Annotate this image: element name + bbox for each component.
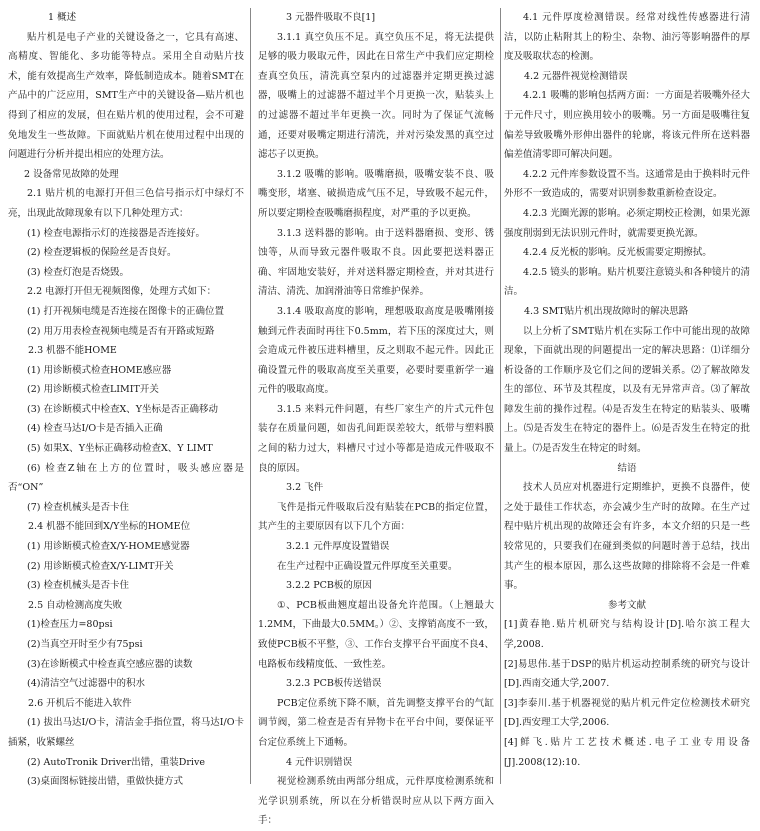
subsection-heading: 2.3 机器不能HOME [28,345,117,357]
list-item: (1) 检查电源指示灯的连接器是否连接好。 [27,227,205,239]
paragraph: 飞件是指元件吸取后没有贴装在PCB的指定位置，其产生的主要原因有以下几个方面： [258,501,494,533]
subsection-heading: 2.6 开机后不能进入软件 [28,697,132,709]
list-item: (2) 用诊断模式检查X/Y-LIMT开关 [27,560,174,572]
references-heading: 参考文献 [607,599,646,611]
paragraph: 技术人员应对机器进行定期维护，更换不良器件，使之处于最佳工作状态，亦会减少生产时的故障。在生产过程中贴片机出现的故障还会有许多，本文介绍的只是一些较常见的，只要我们在碰到类似的问题时善于总结，找出其产生的根本原因，那么这些故障的排除将不会是一件难事。 [504,482,750,592]
paragraph: 3.1.3 送料器的影响。由于送料器磨损、变形、锈蚀等，从而导致元器件吸取不良。因此要把送料器正确、牢固地安装好，并对送料器定期检查，并对其进行清洁、清洗、加润滑油等日常维护保养。 [258,227,494,298]
paragraph: 3.1.5 来料元件问题，有些厂家生产的片式元件包装存在质量问题，如齿孔间距误差较大，纸带与塑料膜之间的粘力过大，料槽尺寸过小等都是造成元件吸取不良的原因。 [258,403,494,474]
list-item: (1) 用诊断模式检查X/Y-HOME感觉器 [27,541,190,553]
list-item: (5) 如果X、Y坐标正确移动检查X、Y LIMT [27,443,213,455]
list-item: (3)在诊断模式中检查真空感应器的读数 [27,658,193,670]
list-item: (6) 检查Z轴在上方的位置时，吸头感应器是否“ON” [8,462,244,494]
subsection-heading: 4.3 SMT贴片机出现故障时的解决思路 [524,305,689,317]
list-item: (3) 检查机械头是否卡住 [27,580,129,592]
reference-item: [3]李泰川.基于机器视觉的贴片机元件定位检测技术研究[D].西安理工大学,2006. [504,697,750,729]
paragraph: 3.1.1 真空负压不足。真空负压不足，将无法提供足够的吸力吸取元件，因此在日常生产中我们应定期检查真空负压，清洗真空泵内的过滤器并定期更换过滤器，吸嘴上的过滤器不超过半个月更换一次，贴装头上的过滤器不超过半年更换一次。同时为了保证气流畅通，还要对吸嘴定期进行清洗，并对污染发黑的真空过滤芯子以更换。 [258,31,494,161]
list-item: (1) 用诊断模式检查HOME感应器 [27,364,172,376]
list-item: (3) 检查灯泡是否烧毁。 [27,266,129,278]
paragraph: 4.2.2 元件库参数设置不当。这通常是由于换料时元件外形不一致造成的，需要对识别参数重新检查设定。 [504,168,750,200]
paragraph: 在生产过程中正确设置元件厚度至关重要。 [277,560,458,572]
section-heading: 结语 [617,462,637,474]
subsection-paragraph: 2.1 贴片机的电源打开但三色信号指示灯中绿灯不亮，出现此故障现象有以下几种处理方式： [8,188,244,219]
column-divider [250,8,251,784]
list-item: (2) AutoTronik Driver出错，重装Drive [27,756,205,768]
list-item: (1)检查压力=80psi [27,619,113,631]
reference-item: [1]黄春艳.贴片机研究与结构设计[D].哈尔滨工程大学,2008. [504,619,750,650]
paragraph: 4.2.4 反光板的影响。反光板需要定期擦拭。 [523,247,712,259]
paragraph: 以上分析了SMT贴片机在实际工作中可能出现的故障现象，下面就出现的问题提出一定的解决思路：⑴详细分析设备的工作顺序及它们之间的逻辑关系。⑵了解故障发生的部位、环节及其程度，以及有无异常声音。⑶了解故障发生前的操作过程。⑷是否发生在特定的贴装头、吸嘴上。⑸是否发生在特定的器件上。⑹是否发生在特定的批量上。⑺是否发生在特定的时刻。 [504,325,750,455]
subsection-heading: 2.4 机器不能回到X/Y坐标的HOME位 [28,521,191,533]
paragraph: 4.2.1 吸嘴的影响包括两方面：一方面是若吸嘴外径大于元件尺寸，则应换用较小的吸嘴。另一方面是吸嘴往复偏差导致吸嘴外形伸出器件的轮廓，将该元件所在送料器偏差值清零即可解决问题。 [504,90,750,161]
column-divider [500,8,501,784]
list-item: (2) 用万用表检查视频电缆是否有开路或短路 [27,325,215,337]
column-right [504,8,750,772]
paragraph: 4.2.5 镜头的影响。贴片机要注意镜头和各种镜片的清洁。 [504,266,750,298]
paragraph: 贴片机是电子产业的关键设备之一，它具有高速、高精度、智能化、多功能等特点。采用全自动贴片技术，能有效提高生产效率，降低制造成本。随着SMT在产品中的广泛应用，SMT生产中的关键设备—贴片机也得到了相应的发展，但在贴片机的使用过程，会不可避免地发生一些故障。下面就贴片机在使用过程中出现的问题进行分析并提出相应的处理方法。 [8,31,244,161]
paragraph: 视觉检测系统由两部分组成，元件厚度检测系统和光学识别系统，所以在分析错误时应从以下两方面入手： [258,776,494,827]
reference-item: [4]鲜飞.贴片工艺技术概述.电子工业专用设备[J].2008(12):10. [504,736,750,768]
subsection-paragraph: 2.2 电源打开但无视频图像，处理方式如下： [27,286,217,298]
section-heading: 4 元件识别错误 [286,756,353,768]
list-item: (4)清洁空气过滤器中的积水 [27,678,145,690]
list-item: (4) 检查马达I/O卡是否插入正确 [27,423,163,435]
list-item: (2) 用诊断模式检查LIMIT开关 [27,384,159,396]
paragraph: ①、PCB板曲翘度超出设备允许范围。（上翘最大1.2MM，下曲最大0.5MM。）②、支撑销高度不一致，致使PCB板不平整，③、工作台支撑平台平面度不良4、电路板布线精度低、一致性差。 [258,599,494,670]
subsection-heading: 3.2.2 PCB板的原因 [286,580,372,592]
subsection-heading: 3.2.3 PCB板传送错误 [286,678,382,690]
list-item: (2) 检查逻辑板的保险丝是否良好。 [27,247,177,259]
paragraph: 3.1.4 吸取高度的影响，理想吸取高度是吸嘴刚接触到元件表面时再往下0.5mm，若下压的深度过大，则会造成元件被压进料槽里，反之则取不起元件。因此正确设置元件的吸取高度至关重要，必要时要重新学一遍元件的吸取高度。 [258,305,494,396]
section-heading: 3 元器件吸取不良[1] [286,12,376,23]
list-item: (3) 在诊断模式中检查X、Y坐标是否正确移动 [27,403,219,415]
list-item: (1) 拔出马达I/O卡，清洁金手指位置，将马达I/O卡插紧，收紧螺丝 [8,717,244,748]
section-heading: 2 设备常见故障的处理 [24,168,119,180]
paragraph: 3.1.2 吸嘴的影响。吸嘴磨损，吸嘴安装不良、吸嘴变形，堵塞、破损造成气压不足，导致吸不起元件，所以要定期检查吸嘴磨损程度，对严重的予以更换。 [258,168,494,219]
column-middle [258,8,494,831]
list-item: (2)当真空开时至少有75psi [27,639,143,650]
list-item: (1) 打开视频电缆是否连接在图像卡的正确位置 [27,305,224,317]
subsection-heading: 3.2 飞件 [286,482,324,494]
list-item: (3)桌面图标链接出错，重做快捷方式 [27,776,183,788]
paragraph: PCB定位系统下降不顺，首先调整支撑平台的气缸调节阀，第二检查是否有异物卡在平台中间，要保证平台定位系统上下通畅。 [258,697,494,748]
subsection-heading: 3.2.1 元件厚度设置错误 [286,541,390,553]
paragraph: 4.1 元件厚度检测错误。经常对线性传感器进行清洁，以防止粘附其上的粉尘、杂物、油污等影响器件的厚度及吸取状态的检测。 [504,12,750,63]
subsection-heading: 2.5 自动检测高度失败 [28,599,123,611]
subsection-heading: 4.2 元器件视觉检测错误 [524,70,628,82]
list-item: (7) 检查机械头是否卡住 [27,501,129,513]
section-heading: 1 概述 [48,12,77,23]
paragraph: 4.2.3 光圈光源的影响。必须定期校正检测，如果光源强度削弱到无法识别元件时，就需要更换光源。 [504,207,750,239]
reference-item: [2]易思伟.基于DSP的贴片机运动控制系统的研究与设计[D].西南交通大学,2007. [504,658,750,690]
column-left [8,8,244,792]
